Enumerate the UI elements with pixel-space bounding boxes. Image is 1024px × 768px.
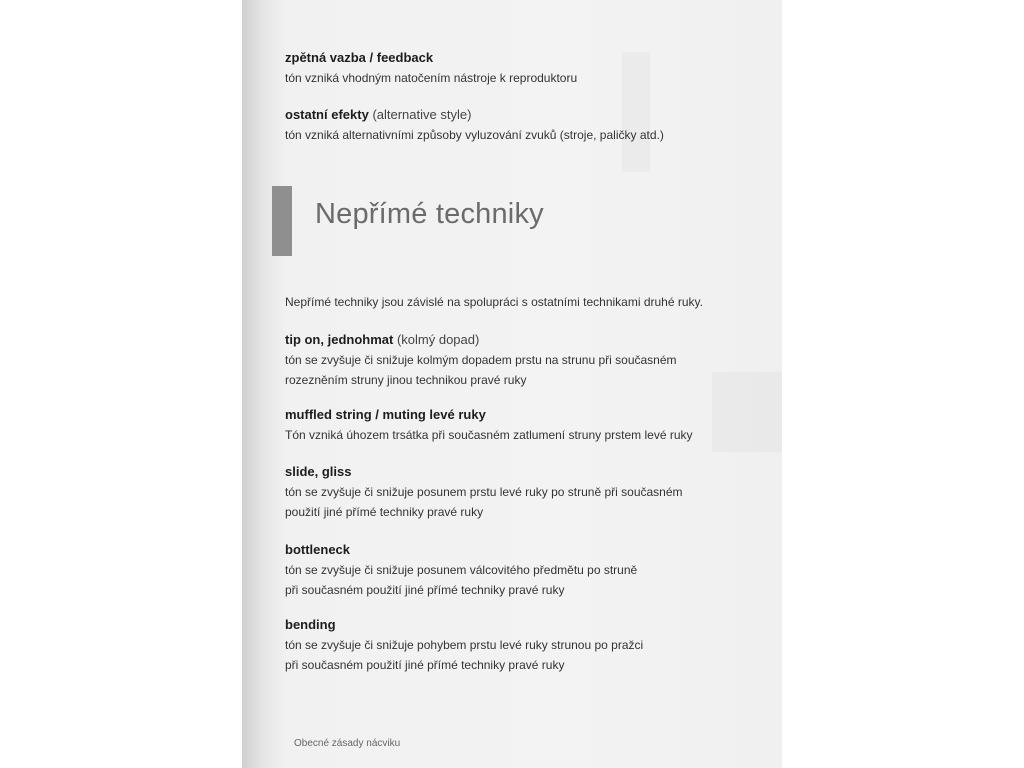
term-description-line: tón se zvyšuje či snižuje pohybem prstu levé ruky strunou po pražci	[285, 638, 644, 652]
term-title: slide, gliss	[285, 464, 352, 479]
section-intro: Nepřímé techniky jsou závislé na spolupráci s ostatními technikami druhé ruky.	[285, 295, 703, 309]
term-description-line: tón se zvyšuje či snižuje posunem prstu levé ruky po struně při současném	[285, 485, 683, 499]
entry-slide	[285, 462, 735, 522]
term-title	[285, 330, 735, 350]
term-description-line: při současném použití jiné přímé techniky pravé ruky	[285, 583, 565, 597]
term-title: bottleneck	[285, 542, 351, 557]
section-marker-bar	[272, 186, 292, 256]
term-description-line: rozezněním struny jinou technikou pravé ruky	[285, 373, 527, 387]
term-description-line: použití jiné přímé techniky pravé ruky	[285, 505, 484, 519]
term-title: zpětná vazba / feedback	[285, 50, 434, 65]
term-name: ostatní efekty	[285, 107, 369, 122]
term-alt: (alternative style)	[372, 107, 472, 122]
entry-bottleneck	[285, 540, 735, 600]
term-title	[285, 105, 735, 125]
term-description-line: Tón vzniká úhozem trsátka při současném zatlumení struny prstem levé ruky	[285, 428, 693, 442]
term-description-line: tón se zvyšuje či snižuje kolmým dopadem prstu na strunu při současném	[285, 353, 677, 367]
entry-alternative-effects	[285, 105, 735, 145]
entry-tip-on	[285, 330, 735, 390]
book-page	[242, 0, 782, 768]
term-description-line: při současném použití jiné přímé techniky pravé ruky	[285, 658, 565, 672]
page-footer: Obecné zásady nácviku	[294, 738, 401, 749]
entry-bending	[285, 615, 735, 675]
term-description-line: tón se zvyšuje či snižuje posunem válcovitého předmětu po struně	[285, 563, 638, 577]
entry-muffled-string	[285, 405, 735, 445]
term-title: bending	[285, 617, 336, 632]
entry-feedback	[285, 48, 735, 88]
term-name: tip on, jednohmat	[285, 332, 394, 347]
term-description: tón vzniká alternativními způsoby vyluzování zvuků (stroje, paličky atd.)	[285, 128, 664, 142]
term-description: tón vzniká vhodným natočením nástroje k reproduktoru	[285, 71, 578, 85]
section-heading: Nepřímé techniky	[315, 198, 544, 230]
term-alt: (kolmý dopad)	[396, 332, 480, 347]
term-title: muffled string / muting levé ruky	[285, 407, 486, 422]
